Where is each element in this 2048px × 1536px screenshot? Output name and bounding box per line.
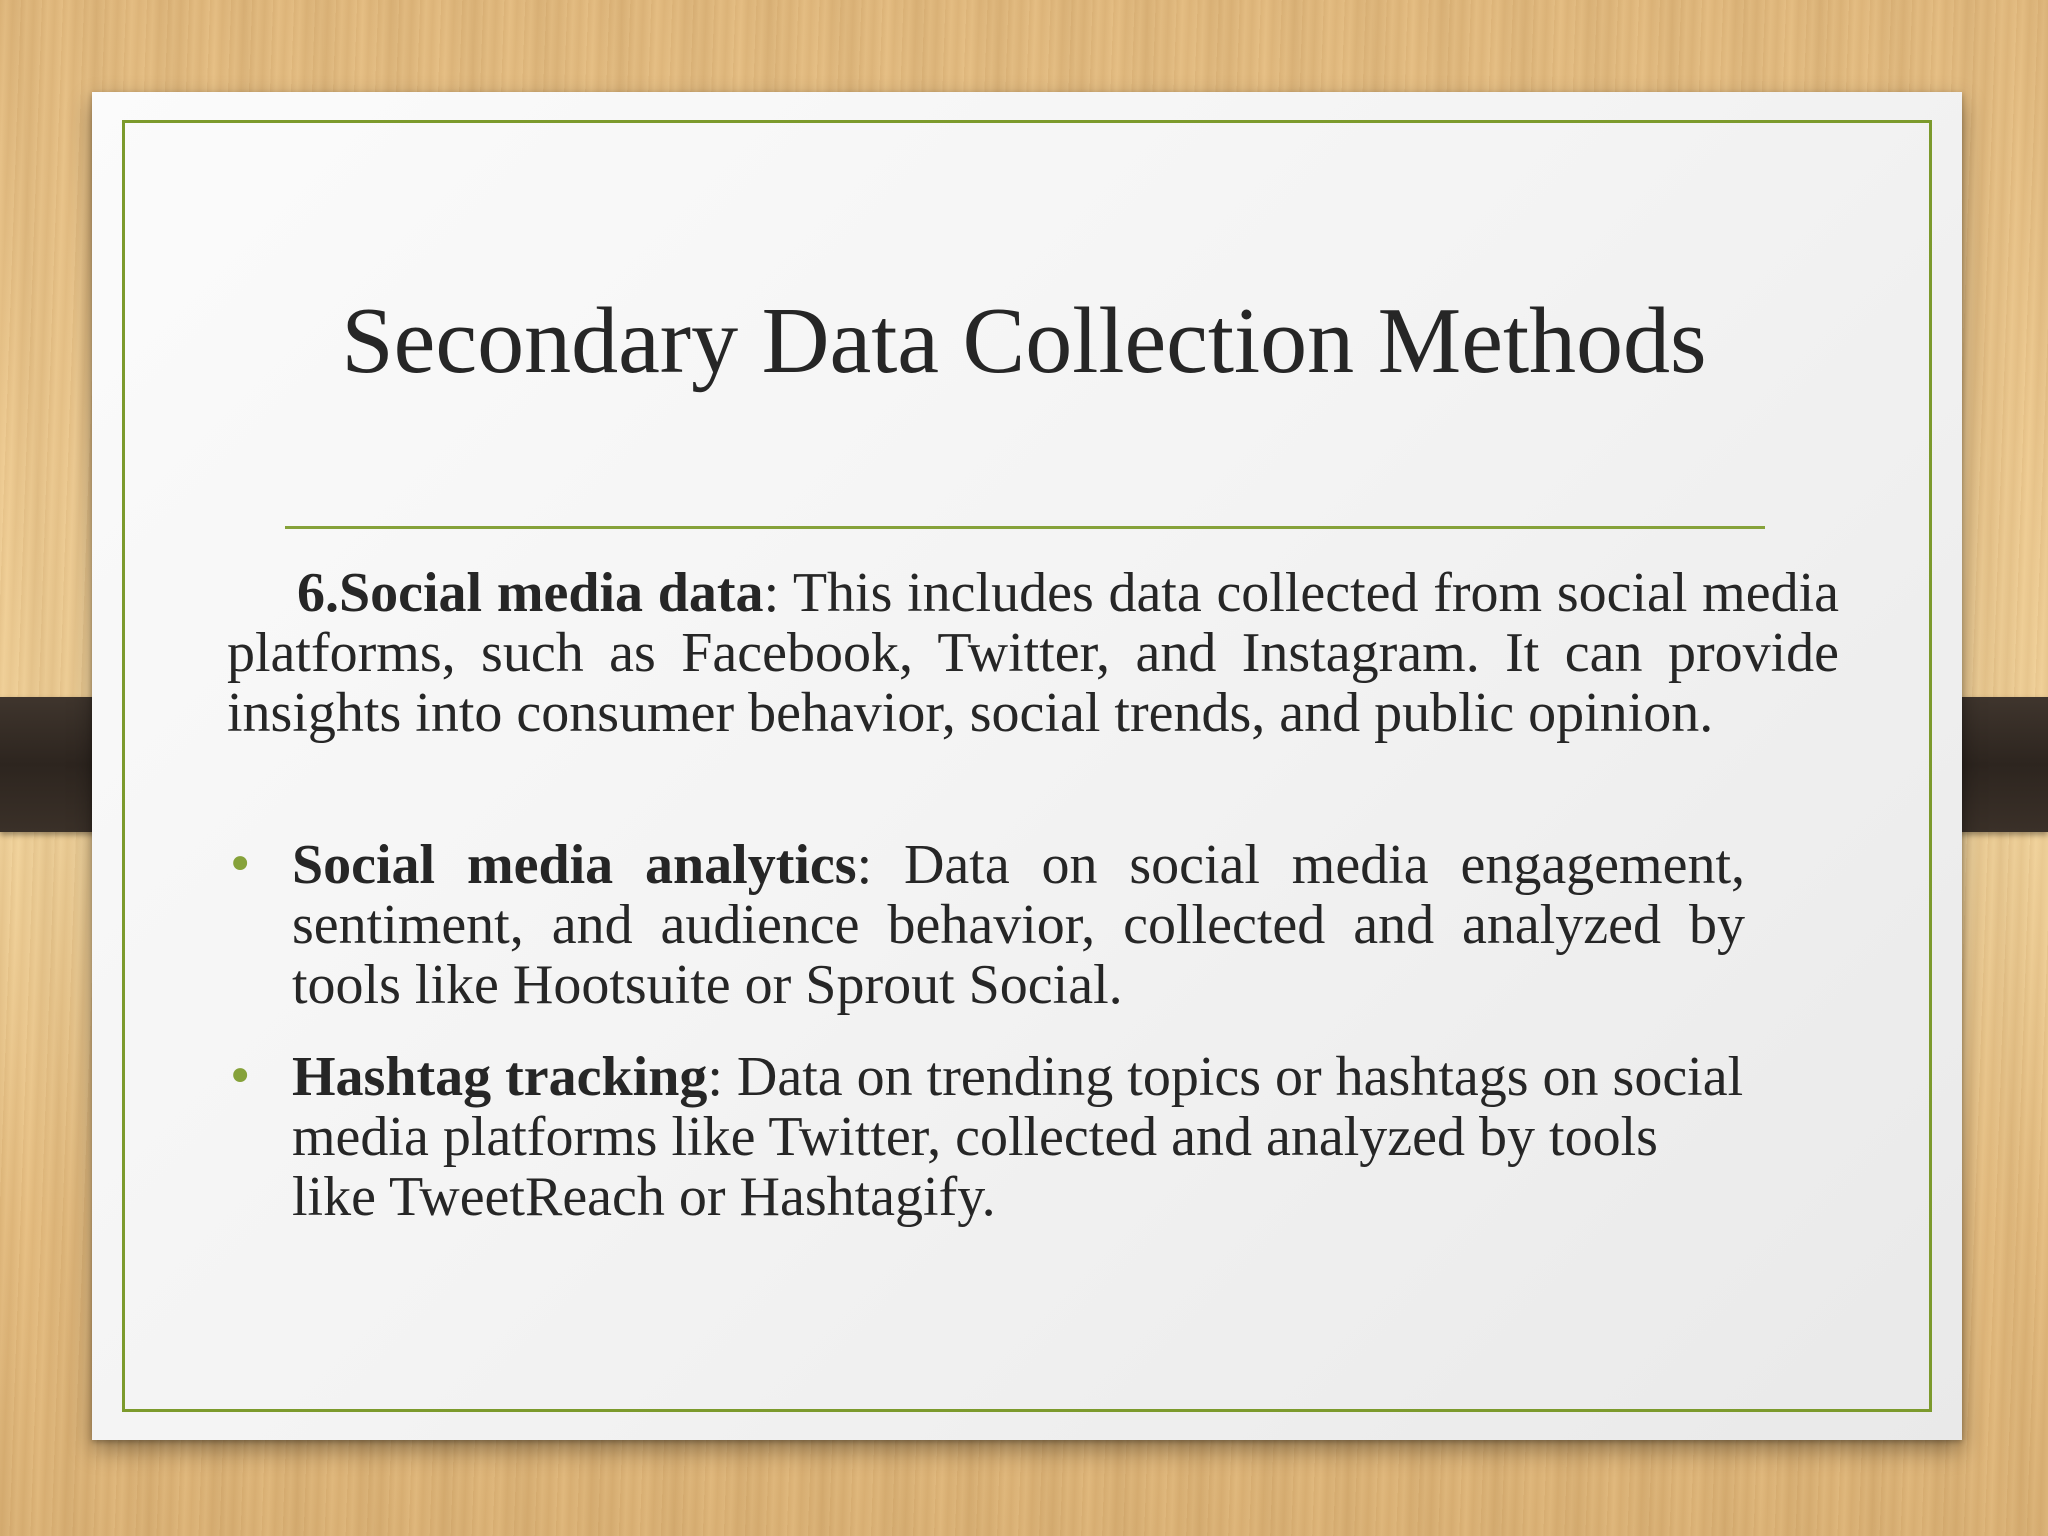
slide-title: Secondary Data Collection Methods	[341, 289, 1707, 393]
title-divider	[285, 526, 1765, 529]
intro-paragraph	[227, 563, 1839, 743]
bullet-list	[220, 835, 1745, 1259]
bullet-separator: :	[856, 834, 873, 896]
bullet-dot-icon: •	[226, 837, 255, 893]
intro-separator: :	[763, 562, 780, 624]
bullet-term: Social media analytics	[292, 834, 857, 896]
bullet-item-social-media-analytics	[220, 835, 1745, 1015]
bullet-dot-icon: •	[226, 1049, 255, 1105]
intro-text: This includes data collected from social media platforms, such as Facebook, Twitter, and Instagram. It can provide insights into consumer behavior, social trends, and public opinion.	[227, 562, 1839, 744]
bullet-separator: :	[707, 1046, 723, 1108]
bullet-term: Hashtag tracking	[292, 1046, 708, 1108]
intro-heading: 6.Social media data	[297, 562, 764, 624]
bullet-item-hashtag-tracking	[220, 1047, 1745, 1227]
bullet-text: Data on trending topics or hashtags on social media platforms like Twitter, collected and analyzed by tools like TweetReach or Hashtagify.	[292, 1046, 1744, 1228]
bullet-text: Data on social media engagement, sentiment, and audience behavior, collected and analyzed by tools like Hootsuite or Sprout Social.	[292, 834, 1745, 1016]
